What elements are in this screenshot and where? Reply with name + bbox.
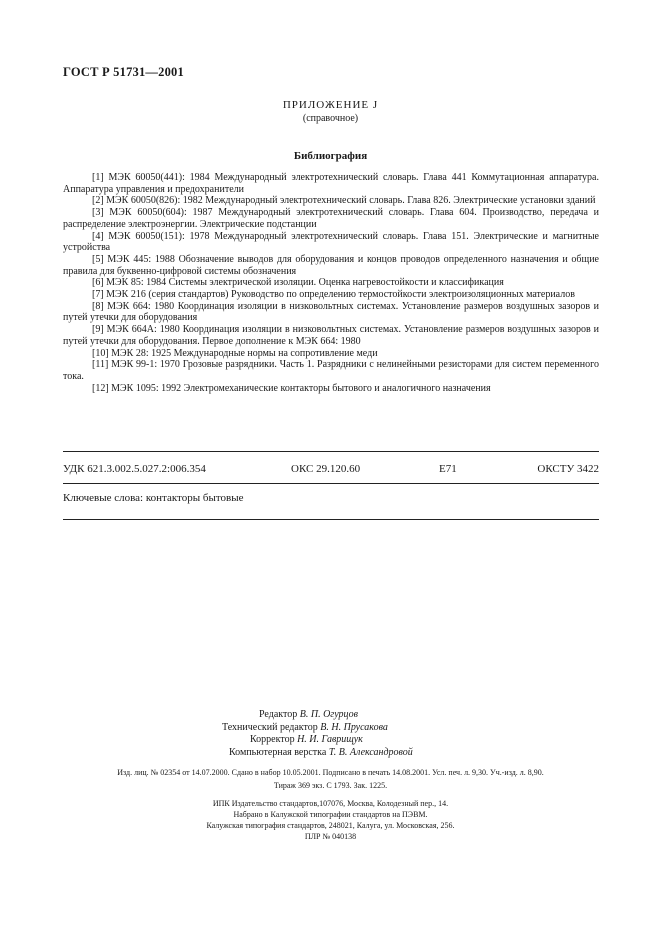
publication-line: Тираж 369 экз. С 1793. Зак. 1225. [273, 781, 388, 790]
credit-label: Технический редактор [222, 721, 318, 733]
okstu-code: ОКСТУ 3422 [537, 463, 599, 475]
keywords: Ключевые слова: контакторы бытовые [63, 492, 244, 504]
credit-name: В. Н. Прусакова [320, 721, 388, 733]
credit-layout [229, 747, 413, 760]
bibliography-entry: [6] МЭК 85: 1984 Системы электрической изоляции. Оценка нагревостойкости и классификация [92, 277, 504, 289]
credit-name: В. П. Огурцов [299, 709, 358, 720]
bibliography-entry: [11] МЭК 99-1: 1970 Грозовые разрядники. Часть 1. Разрядники с нелинейными резисторами для систем переменного тока. [63, 359, 599, 382]
divider-middle [63, 483, 599, 484]
bibliography-list [63, 172, 599, 394]
credit-label: Корректор [250, 734, 295, 745]
bibliography-entry: [1] МЭК 60050(441): 1984 Международный электротехнический словарь. Глава 441 Коммутационная аппаратура. Аппаратура управления и предохранители [63, 172, 599, 195]
bibliography-entry: [8] МЭК 664: 1980 Координация изоляции в низковольтных системах. Установление размеров воздушных зазоров и путей утечки для оборудования [63, 300, 599, 324]
document-header: ГОСТ Р 51731—2001 [63, 65, 184, 79]
printer-line: ИПК Издательство стандартов,107076, Москва, Колодезный пер., 14. [212, 799, 449, 808]
e-code: Е71 [439, 463, 457, 475]
bibliography-entry: [2] МЭК 60050(826): 1982 Международный электротехнический словарь. Глава 826. Электрические установки зданий [92, 195, 596, 207]
printer-line: Калужская типография стандартов, 248021, Калуга, ул. Московская, 256. [206, 821, 455, 830]
divider-top [63, 451, 599, 452]
bibliography-entry: [10] МЭК 28: 1925 Международные нормы на сопротивление меди [92, 347, 378, 359]
appendix-subtitle: (справочное) [302, 113, 359, 124]
bibliography-entry: [5] МЭК 445: 1988 Обозначение выводов для оборудования и концов проводов определенного назначения и общие правила для буквенно-цифровой системы обозначения [63, 253, 599, 277]
bibliography-entry: [7] МЭК 216 (серия стандартов) Руководство по определению термостойкости электроизоляционных материалов [92, 289, 575, 301]
printer-info [0, 798, 661, 842]
credit-label: Редактор [259, 709, 298, 720]
bibliography-entry: [12] МЭК 1095: 1992 Электромеханические контакторы бытового и аналогичного назначения [92, 382, 491, 394]
printer-line: ПЛР № 040138 [304, 832, 357, 841]
oks-code: ОКС 29.120.60 [291, 463, 361, 475]
publication-line: Изд. лиц. № 02354 от 14.07.2000. Сдано в набор 10.05.2001. Подписано в печать 14.08.2001. Усл. печ. л. 9,30. Уч.-изд. л. 8,90. [117, 768, 544, 777]
credit-corrector [250, 734, 363, 747]
credit-name: Т. В. Александровой [328, 746, 413, 758]
credit-label: Компьютерная верстка [229, 746, 327, 758]
divider-bottom [63, 519, 599, 520]
credit-name: Н. И. Гаврищук [297, 734, 363, 745]
udk-code: УДК 621.3.002.5.027.2:006.354 [63, 463, 206, 475]
bibliography-entry: [9] МЭК 664А: 1980 Координация изоляции в низковольтных системах. Установление размеров воздушных зазоров и путей утечки для оборудования. Первое дополнение к МЭК 664: 1980 [63, 324, 599, 347]
credit-tech-editor [222, 722, 388, 735]
credit-editor [259, 709, 358, 722]
bibliography-entry: [4] МЭК 60050(151): 1978 Международный электротехнический словарь. Глава 151. Электрические и магнитные устройства [63, 230, 599, 254]
bibliography-title: Библиография [293, 150, 368, 162]
bibliography-entry: [3] МЭК 60050(604): 1987 Международный электротехнический словарь. Глава 604. Производство, передача и распределение электроэнергии. Электрические подстанции [63, 207, 599, 230]
appendix-title: ПРИЛОЖЕНИЕ J [282, 99, 379, 111]
printer-line: Набрано в Калужской типографии стандартов на ПЭВМ. [233, 810, 428, 819]
publication-info [0, 766, 661, 792]
